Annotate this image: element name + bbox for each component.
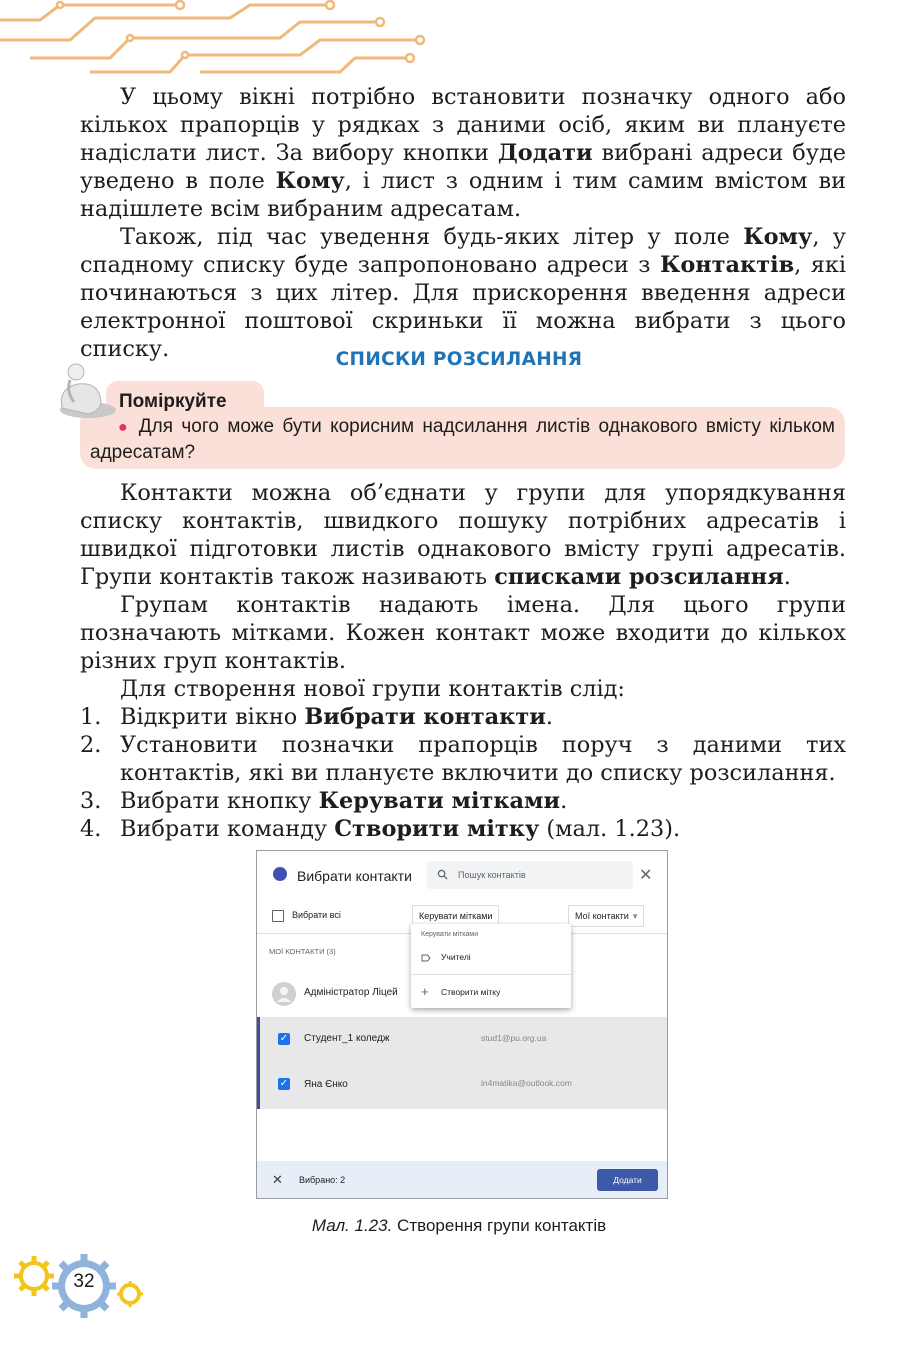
contact-name[interactable]: Адміністратор Ліцей xyxy=(304,987,398,998)
list-item: 3. Вибрати кнопку Керувати мітками. xyxy=(80,788,568,814)
selected-rows xyxy=(257,1017,668,1109)
list-item: 4. Вибрати команду Створити мітку (мал. 1.23). xyxy=(80,816,681,842)
contact-email: stud1@pu.org.ua xyxy=(481,1033,547,1043)
steps-list xyxy=(80,703,846,843)
thinking-figure-icon xyxy=(48,360,118,420)
selected-count: Вибрано: 2 xyxy=(299,1175,346,1185)
bullet-icon: ● xyxy=(118,419,131,436)
search-icon xyxy=(437,869,448,880)
think-question xyxy=(90,414,835,465)
person-icon xyxy=(272,982,296,1006)
dialog-title: Вибрати контакти xyxy=(297,868,412,884)
menu-header: Керувати мітками xyxy=(421,931,479,938)
figure-caption: Мал. 1.23. Створення групи контактів xyxy=(311,1216,607,1235)
contact-checkbox[interactable]: ✓ xyxy=(279,1033,289,1044)
my-contacts-button[interactable]: Мої контакти ▾ xyxy=(568,905,644,927)
chevron-down-icon: ▾ xyxy=(632,911,638,921)
contact-email: in4matika@outlook.com xyxy=(481,1078,572,1088)
menu-divider xyxy=(411,974,571,975)
plus-icon: + xyxy=(421,984,429,999)
clear-selection-icon[interactable]: ✕ xyxy=(272,1172,283,1187)
think-text: Для чого може бути корисним надсилання листів однакового вмісту кільком адресатам? xyxy=(90,416,835,463)
paragraph: У цьому вікні потрібно встановити позначку одного або кількох прапорців у рядках з даними осіб, яким ви плануєте надіслати лист. За вибору кнопки Додати вибрані адреси буде уведено в поле Кому, і лист з одним і тим самим вмістом ви надішлете всім вибраним адресатам. xyxy=(80,84,846,222)
paragraph: Для створення нової групи контактів слід: xyxy=(120,676,625,702)
body-text xyxy=(80,479,846,703)
close-icon[interactable]: ✕ xyxy=(639,867,653,884)
intro-text xyxy=(80,83,846,363)
list-item: 1. Відкрити вікно Вибрати контакти. xyxy=(80,704,553,730)
paragraph: Також, під час уведення будь-яких літер у поле Кому, у спадному списку буде запропоновано адреси з Контактів, які починаються з цих літер. Для прискорення введення адреси електронної поштової скриньки її можна вибрати з цього списку. xyxy=(80,224,846,362)
menu-item-create-label[interactable]: Створити мітку xyxy=(441,987,501,997)
paragraph: Групам контактів надають імена. Для цього групи позначають мітками. Кожен контакт може входити до кількох різних груп контактів. xyxy=(80,592,846,674)
contact-name[interactable]: Студент_1 коледж xyxy=(304,1033,390,1044)
search-input[interactable]: Пошук контактів xyxy=(458,870,526,880)
select-all-checkbox[interactable] xyxy=(272,910,284,922)
menu-item-teachers[interactable]: Учителі xyxy=(441,952,471,962)
section-label: МОЇ КОНТАКТИ (3) xyxy=(269,947,336,956)
select-all-label[interactable]: Вибрати всі xyxy=(292,910,341,920)
manage-labels-menu xyxy=(411,924,571,1008)
avatar xyxy=(272,982,296,1006)
contacts-icon xyxy=(273,867,287,881)
paragraph: Контакти можна об’єднати у групи для упорядкування списку контактів, швидкого пошуку потрібних адресатів і швидкої підготовки листів однакового вмісту групі адресатів. Групи контактів також називають списками розсилання. xyxy=(80,480,846,590)
contact-checkbox[interactable]: ✓ xyxy=(279,1078,289,1089)
section-title: СПИСКИ РОЗСИЛАННЯ xyxy=(335,349,583,370)
contact-name[interactable]: Яна Єнко xyxy=(304,1079,348,1090)
label-icon xyxy=(421,954,431,962)
list-item: 2. Установити позначки прапорців поруч з даними тих контактів, які ви плануєте включити до списку розсилання. xyxy=(80,732,846,786)
add-button[interactable]: Додати xyxy=(597,1169,658,1191)
manage-labels-button[interactable]: Керувати мітками xyxy=(412,905,499,927)
page-number: 32 xyxy=(73,1271,95,1292)
circuit-decoration xyxy=(0,0,430,75)
think-title: Поміркуйте xyxy=(119,391,227,412)
contacts-dialog-screenshot xyxy=(256,850,668,1199)
